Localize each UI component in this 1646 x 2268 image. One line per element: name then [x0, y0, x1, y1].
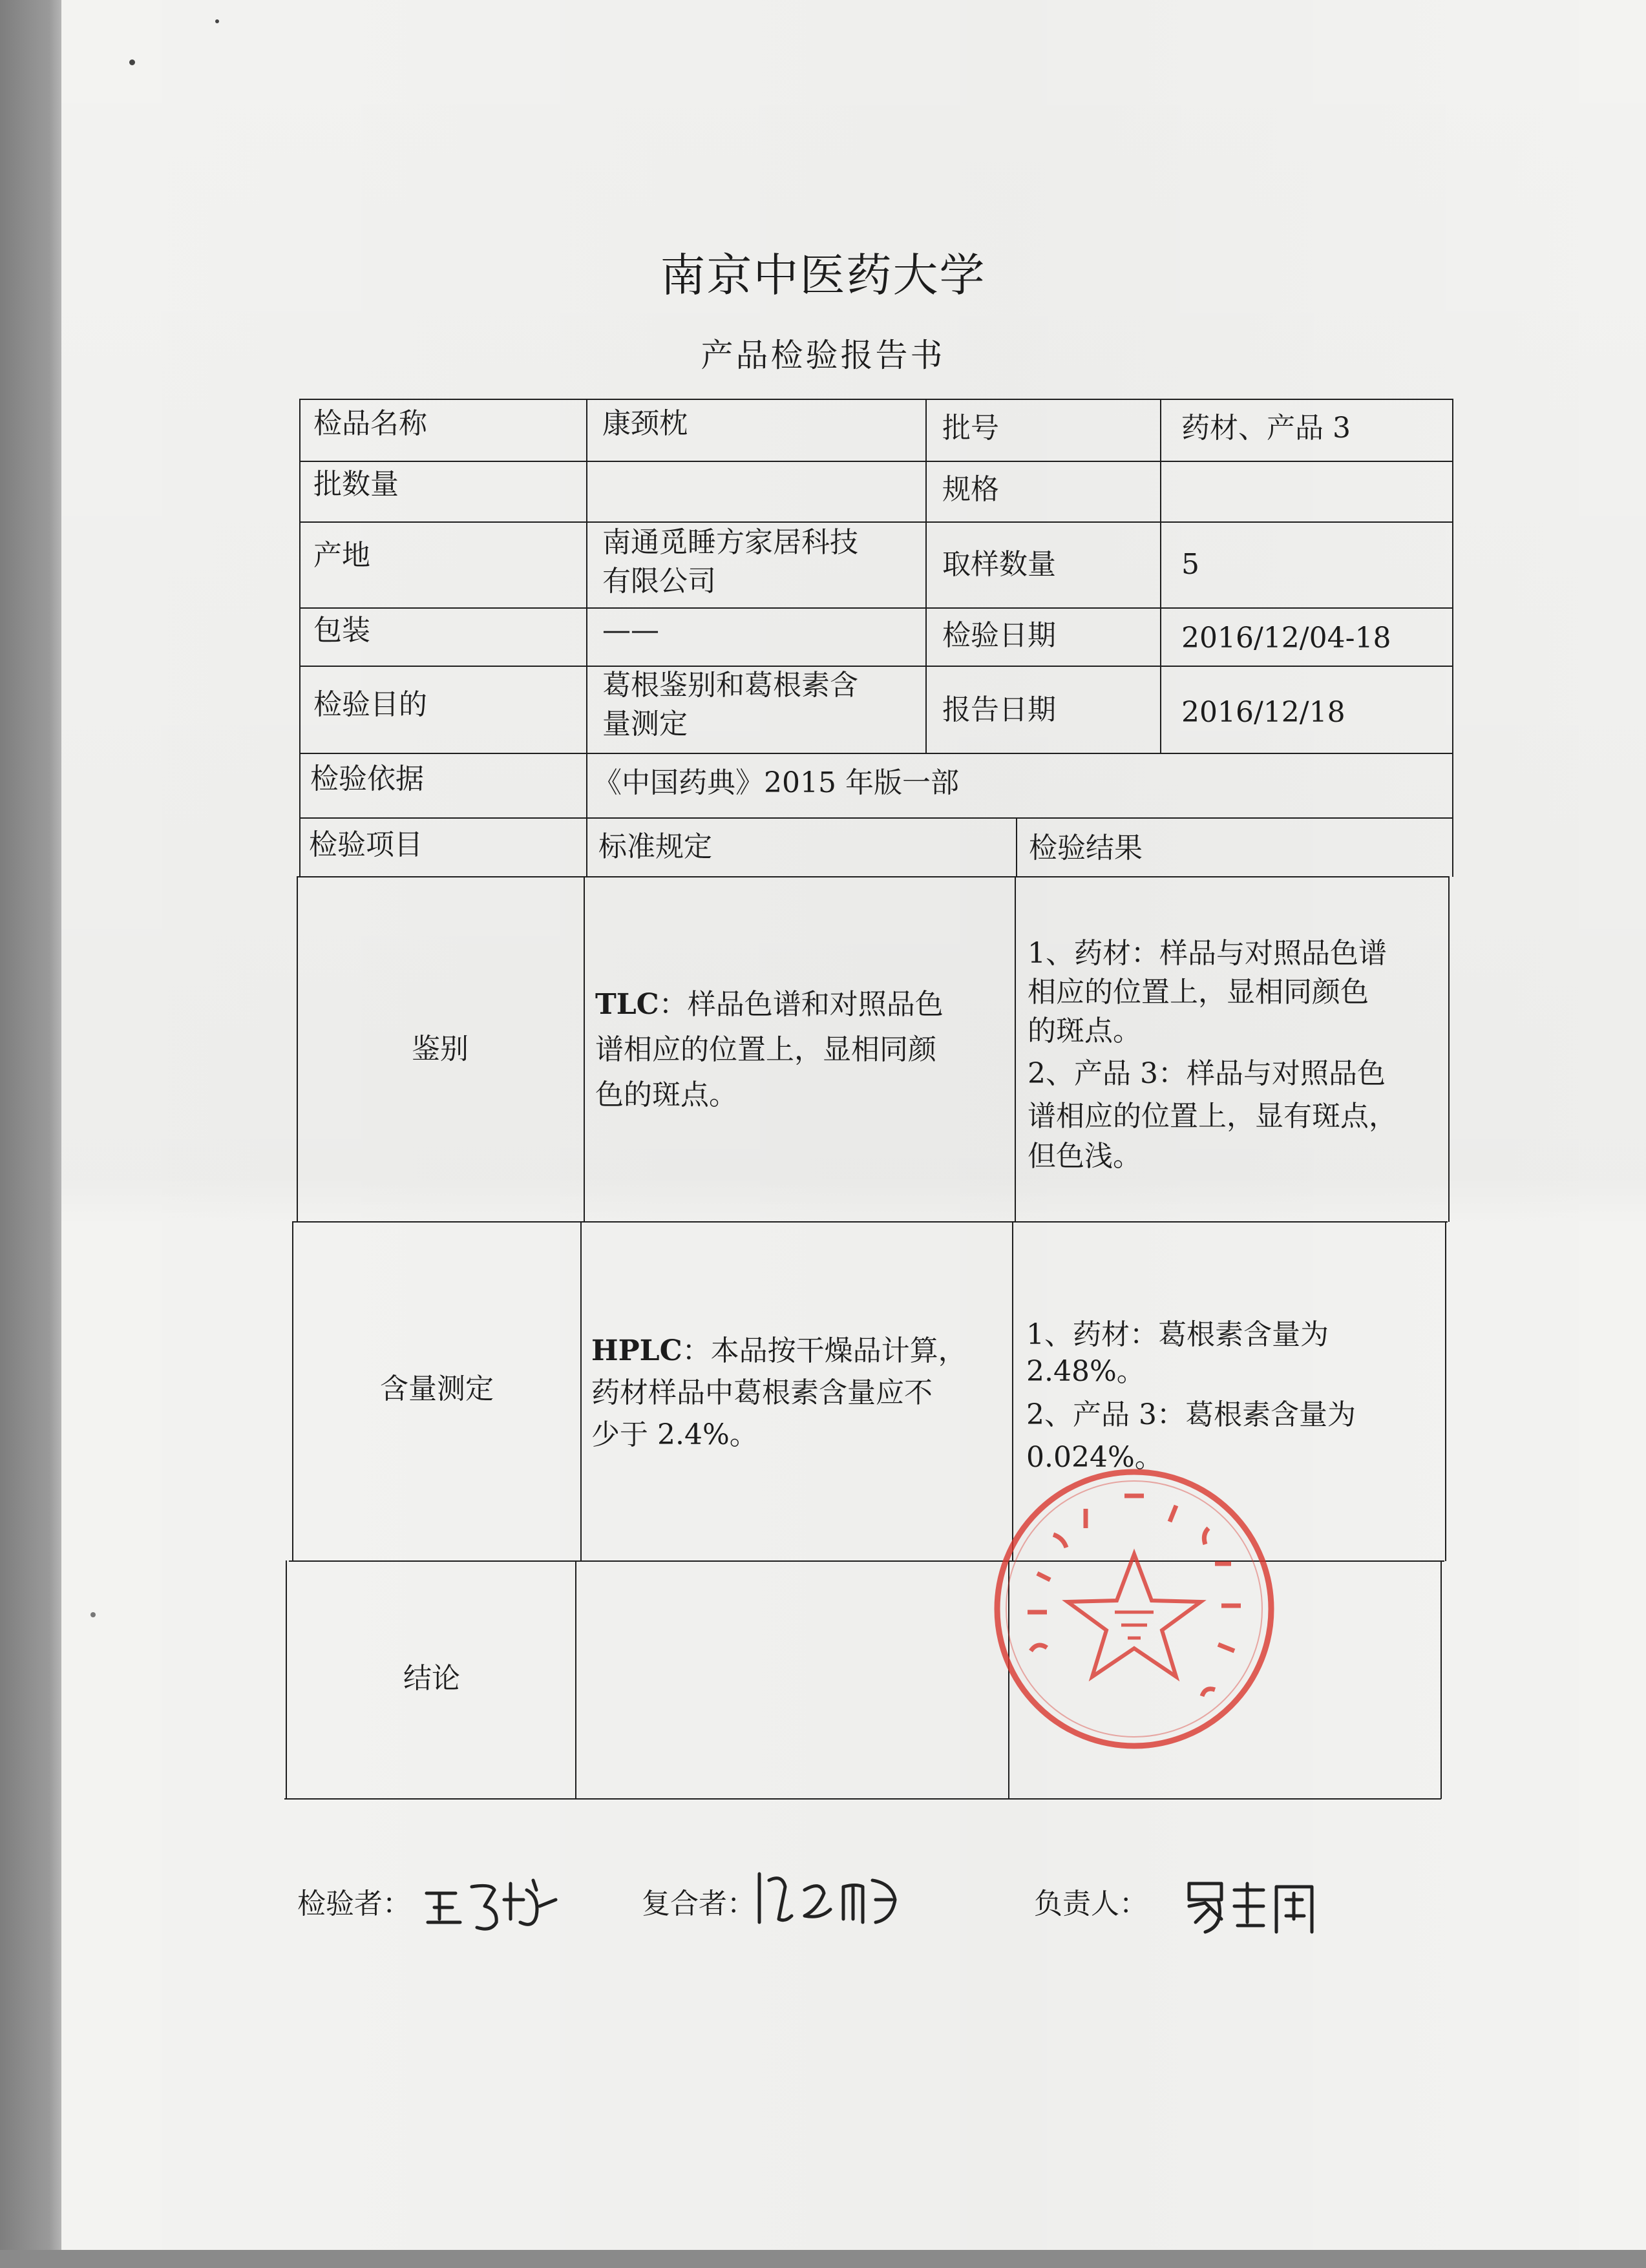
label-sample-qty: 取样数量 — [942, 548, 1056, 581]
label-product-name: 检品名称 — [313, 407, 427, 440]
header-test-item: 检验项目 — [309, 828, 423, 861]
label-origin: 产地 — [313, 539, 370, 572]
red-seal-stamp — [982, 1457, 1286, 1761]
result-identification-line: 2、产品 3：样品与对照品色 — [1028, 1057, 1386, 1090]
table-row-line — [299, 666, 1453, 667]
table-border-left — [286, 1560, 287, 1799]
value-basis: 《中国药典》2015 年版一部 — [593, 766, 959, 799]
method-tlc: TLC — [595, 988, 659, 1021]
value-product-name: 康颈枕 — [602, 407, 688, 440]
table-row-line — [299, 817, 1453, 819]
label-batch-qty: 批数量 — [313, 468, 399, 501]
result-identification-line: 谱相应的位置上，显有斑点， — [1028, 1100, 1397, 1133]
result-identification-line: 但色浅。 — [1028, 1140, 1141, 1173]
result-identification-line: 1、药材：样品与对照品色谱 — [1028, 937, 1387, 970]
value-sample-qty: 5 — [1181, 548, 1199, 581]
value-packaging: —— — [602, 614, 659, 647]
responsible-label: 负责人： — [1034, 1887, 1148, 1920]
item-assay: 含量测定 — [380, 1372, 494, 1405]
value-origin-line1: 南通觅睡方家居科技 — [602, 526, 858, 559]
result-assay-line: 1、药材：葛根素含量为 — [1026, 1318, 1329, 1351]
inspector-signature — [420, 1867, 562, 1938]
value-purpose-line2: 量测定 — [602, 708, 688, 740]
table-border-right — [1448, 876, 1450, 1222]
label-packaging: 包装 — [313, 614, 370, 647]
table-col-divider — [580, 1221, 582, 1561]
table-col-divider — [586, 399, 587, 877]
table-col-divider — [584, 876, 585, 1222]
standard-assay-line: 少于 2.4%。 — [591, 1418, 758, 1451]
standard-identification-line: 色的斑点。 — [595, 1078, 737, 1111]
label-purpose: 检验目的 — [313, 688, 427, 721]
responsible-signature — [1183, 1871, 1331, 1942]
header-result: 检验结果 — [1029, 832, 1143, 865]
table-row-line — [299, 521, 1453, 523]
document-title: 产品检验报告书 — [701, 337, 945, 374]
item-conclusion: 结论 — [403, 1662, 460, 1695]
table-row-line — [293, 1221, 1448, 1223]
table-col-divider — [1160, 399, 1161, 754]
standard-identification-line: TLC：样品色谱和对照品色 — [595, 988, 944, 1021]
inspector-label: 检验者： — [297, 1887, 411, 1920]
method-hplc: HPLC — [591, 1334, 682, 1367]
standard-identification-line: 谱相应的位置上，显相同颜 — [595, 1033, 936, 1066]
table-col-divider — [1016, 817, 1017, 877]
label-batch-no: 批号 — [942, 412, 999, 445]
reviewer-label: 复合者： — [642, 1887, 755, 1920]
standard-assay-line: 药材样品中葛根素含量应不 — [591, 1376, 933, 1409]
table-row-line — [299, 607, 1453, 609]
table-border-left — [299, 399, 301, 877]
table-border-top — [299, 399, 1453, 400]
university-title: 南京中医药大学 — [660, 249, 986, 302]
standard-assay-line: HPLC：本品按干燥品计算， — [591, 1334, 967, 1367]
table-col-divider — [575, 1560, 576, 1799]
table-col-divider — [925, 399, 927, 754]
result-assay-line: 2.48%。 — [1026, 1355, 1145, 1388]
value-origin-line2: 有限公司 — [602, 565, 716, 598]
table-col-divider — [1015, 876, 1016, 1222]
table-border-right — [1440, 1560, 1442, 1799]
table-row-line — [297, 876, 1449, 877]
value-purpose-line1: 葛根鉴别和葛根素含 — [602, 669, 858, 702]
result-identification-line: 的斑点。 — [1028, 1014, 1141, 1047]
label-basis: 检验依据 — [310, 762, 424, 795]
item-identification: 鉴别 — [412, 1033, 469, 1066]
label-test-date: 检验日期 — [942, 619, 1056, 652]
table-border-right — [1452, 399, 1453, 877]
value-batch-no: 药材、产品 3 — [1181, 412, 1351, 445]
label-report-date: 报告日期 — [942, 693, 1056, 726]
reviewer-signature — [750, 1861, 918, 1938]
header-standard: 标准规定 — [598, 830, 712, 863]
table-border-bottom — [284, 1798, 1441, 1800]
result-assay-line: 0.024%。 — [1026, 1441, 1163, 1474]
table-border-right — [1445, 1221, 1446, 1561]
table-row-line — [299, 753, 1453, 754]
value-test-date: 2016/12/04-18 — [1181, 622, 1391, 655]
result-identification-line: 相应的位置上，显相同颜色 — [1028, 976, 1369, 1009]
label-spec: 规格 — [942, 473, 999, 506]
value-report-date: 2016/12/18 — [1181, 696, 1345, 729]
result-assay-line: 2、产品 3：葛根素含量为 — [1026, 1398, 1356, 1431]
table-row-line — [299, 461, 1453, 462]
